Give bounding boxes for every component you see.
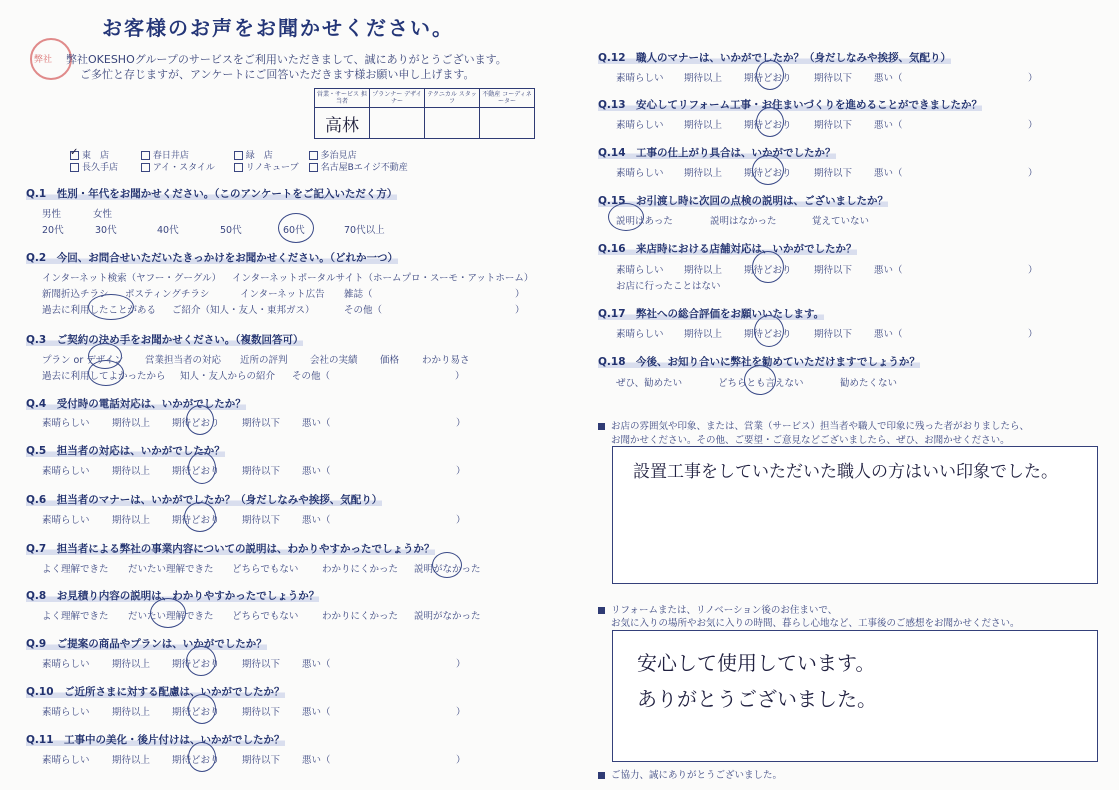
question-12: Q.12 職人のマナーは、いかがでしたか？（身だしなみや挨拶、気配り）	[598, 52, 952, 64]
q4-option-excellent[interactable]: 素晴らしい	[42, 418, 90, 429]
q13-option-excellent[interactable]: 素晴らしい	[616, 120, 664, 131]
comment2-answer-line-1: 安心して使用しています。	[637, 651, 876, 675]
q4-option-above[interactable]: 期待以上	[112, 418, 151, 429]
q14-option-excellent[interactable]: 素晴らしい	[616, 168, 664, 179]
bullet-square-icon	[598, 772, 605, 779]
question-14: Q.14 工事の仕上がり具合は、いかがでしたか？	[598, 147, 836, 159]
branch-checkbox[interactable]: ✓ 東 店	[70, 147, 110, 161]
q6-option-expected[interactable]: 期待どおり	[172, 515, 220, 526]
q11-option-bad[interactable]: 悪い（	[302, 755, 331, 766]
q7-option-neutral[interactable]: どちらでもない	[232, 564, 299, 575]
bullet-square-icon	[598, 423, 605, 430]
question-16: Q.16 来店時における店舗対応は、いかがでしたか？	[598, 243, 857, 255]
staff-header-realestate: 不動産 コーディネーター	[480, 89, 535, 108]
q10-option-expected[interactable]: 期待どおり	[172, 707, 220, 718]
q12-option-above[interactable]: 期待以上	[684, 73, 723, 84]
q16-option-above[interactable]: 期待以上	[684, 265, 723, 276]
question-8: Q.8 お見積り内容の説明は、わかりやすかったでしょうか？	[26, 590, 320, 602]
q13-option-above[interactable]: 期待以上	[684, 120, 723, 131]
q1-option-60s[interactable]: 60代	[283, 225, 305, 236]
q18-option-neutral[interactable]: どちらとも言えない	[718, 378, 804, 389]
q3-other-close: ）	[455, 371, 465, 382]
q1-option-20s[interactable]: 20代	[42, 225, 64, 236]
question-10: Q.10 ご近所さまに対する配慮は、いかがでしたか？	[26, 686, 285, 698]
question-18: Q.18 今後、お知り合いに弊社を勧めていただけますでしょうか？	[598, 356, 920, 368]
q16-bad-close: ）	[1028, 265, 1038, 276]
q1-option-male[interactable]: 男性	[42, 209, 62, 220]
q2-option-magazine[interactable]: 雑誌（	[344, 289, 373, 300]
q10-option-above[interactable]: 期待以上	[112, 707, 151, 718]
q5-option-excellent[interactable]: 素晴らしい	[42, 466, 90, 477]
staff-value-sales[interactable]: 高林	[315, 108, 370, 139]
q16-option-excellent[interactable]: 素晴らしい	[616, 265, 664, 276]
question-1: Q.1 性別・年代をお聞かせください。（このアンケートをご記入いただく方）	[26, 188, 398, 200]
answer-circle	[88, 360, 124, 386]
q3-option-price[interactable]: 価格	[380, 355, 400, 366]
answer-circle	[186, 405, 214, 435]
q17-bad-close: ）	[1028, 329, 1038, 340]
q14-option-bad[interactable]: 悪い（	[874, 168, 903, 179]
comment1-textarea[interactable]	[612, 446, 1098, 584]
q7-option-none[interactable]: 説明がなかった	[414, 564, 481, 575]
q13-option-below[interactable]: 期待以下	[814, 120, 853, 131]
q11-bad-close: ）	[456, 755, 466, 766]
checkbox-icon	[70, 163, 79, 172]
checkbox-icon	[309, 151, 318, 160]
answer-circle	[88, 294, 134, 320]
checkbox-icon	[141, 163, 150, 172]
q4-option-below[interactable]: 期待以下	[242, 418, 281, 429]
branch-checkbox[interactable]: 名古屋Bエイジ不動産	[309, 160, 408, 173]
q3-option-record[interactable]: 会社の実績	[310, 355, 358, 366]
q13-option-bad[interactable]: 悪い（	[874, 120, 903, 131]
comment2-prompt-line-1: リフォームまたは、リノベーション後のお住まいで、	[598, 602, 837, 616]
intro-line-1: 弊社OKESHOグループのサービスをご利用いただきまして、誠にありがとうございます。	[66, 53, 507, 66]
question-11: Q.11 工事中の美化・後片付けは、いかがでしたか？	[26, 734, 285, 746]
q1-option-40s[interactable]: 40代	[157, 225, 179, 236]
checkbox-icon	[309, 163, 318, 172]
q14-option-below[interactable]: 期待以下	[814, 168, 853, 179]
q2-option-posting[interactable]: ポスティングチラシ	[125, 289, 210, 300]
q6-option-below[interactable]: 期待以下	[242, 515, 281, 526]
question-6: Q.6 担当者のマナーは、いかがでしたか？（身だしなみや挨拶、気配り）	[26, 494, 383, 506]
comment2-prompt-line-2: お気に入りの場所やお気に入りの時間、暮らし心地など、工事後のご感想をお聞かせください。	[611, 618, 1020, 629]
q4-option-expected[interactable]: 期待どおり	[172, 418, 220, 429]
answer-circle	[756, 60, 784, 90]
q5-option-bad[interactable]: 悪い（	[302, 466, 331, 477]
q8-option-mostly[interactable]: だいたい理解できた	[128, 611, 214, 622]
answer-circle	[150, 598, 186, 628]
staff-value-realestate[interactable]	[480, 108, 535, 139]
checkbox-checked-icon: ✓	[70, 147, 79, 158]
answer-circle	[744, 365, 776, 395]
q11-option-below[interactable]: 期待以下	[242, 755, 281, 766]
q8-option-unclear[interactable]: わかりにくかった	[322, 611, 399, 622]
q5-option-above[interactable]: 期待以上	[112, 466, 151, 477]
answer-circle	[188, 694, 216, 724]
q16-option-below[interactable]: 期待以下	[814, 265, 853, 276]
branch-checkbox[interactable]: 緑 店	[234, 148, 306, 161]
q13-option-expected[interactable]: 期待どおり	[744, 120, 792, 131]
question-5: Q.5 担当者の対応は、いかがでしたか？	[26, 445, 225, 457]
question-4: Q.4 受付時の電話対応は、いかがでしたか？	[26, 398, 246, 410]
q9-option-expected[interactable]: 期待どおり	[172, 659, 220, 670]
q15-option-no[interactable]: 説明はなかった	[710, 216, 777, 227]
answer-circle	[184, 502, 216, 532]
q18-option-no[interactable]: 勧めたくない	[840, 378, 898, 389]
seal-text: 弊社	[34, 55, 53, 65]
q2-option-past[interactable]: 過去に利用したことがある	[42, 305, 157, 316]
answer-circle	[752, 155, 784, 185]
q1-option-50s[interactable]: 50代	[220, 225, 242, 236]
bullet-square-icon	[598, 607, 605, 614]
q5-bad-close: ）	[456, 466, 466, 477]
q8-option-well[interactable]: よく理解できた	[42, 611, 109, 622]
q10-bad-close: ）	[456, 707, 466, 718]
q17-option-excellent[interactable]: 素晴らしい	[616, 329, 664, 340]
q9-option-above[interactable]: 期待以上	[112, 659, 151, 670]
q1-option-70s[interactable]: 70代以上	[344, 225, 385, 236]
answer-circle	[608, 203, 644, 231]
q12-bad-close: ）	[1028, 73, 1038, 84]
q12-option-bad[interactable]: 悪い（	[874, 73, 903, 84]
answer-circle	[432, 552, 462, 578]
answer-circle	[754, 315, 784, 347]
q6-bad-close: ）	[456, 515, 466, 526]
q4-option-bad[interactable]: 悪い（	[302, 418, 331, 429]
answer-circle	[756, 107, 784, 137]
q6-option-excellent[interactable]: 素晴らしい	[42, 515, 90, 526]
q10-option-excellent[interactable]: 素晴らしい	[42, 707, 90, 718]
q3-option-clarity[interactable]: わかり易さ	[422, 355, 470, 366]
comment1-answer: 設置工事をしていただいた職人の方はいい印象でした。	[633, 462, 1058, 482]
q17-option-expected[interactable]: 期待どおり	[744, 329, 792, 340]
q3-option-sales[interactable]: 営業担当者の対応	[145, 355, 222, 366]
footer-thanks: ご協力、誠にありがとうございました。	[598, 767, 782, 781]
comment1-prompt-line-1: お店の雰囲気や印象、または、営業（サービス）担当者や職人で印象に残った者がおりましたら、	[598, 418, 1029, 432]
q17-option-bad[interactable]: 悪い（	[874, 329, 903, 340]
q7-option-well[interactable]: よく理解できた	[42, 564, 109, 575]
branch-checkbox[interactable]: 長久手店	[70, 160, 138, 173]
staff-header-sales: 営業・サービス 担当者	[315, 89, 370, 108]
q12-option-expected[interactable]: 期待どおり	[744, 73, 792, 84]
q8-option-neutral[interactable]: どちらでもない	[232, 611, 299, 622]
q8-option-none[interactable]: 説明がなかった	[414, 611, 481, 622]
q4-bad-close: ）	[456, 418, 466, 429]
q16-option-bad[interactable]: 悪い（	[874, 265, 903, 276]
q2-other-close: ）	[515, 305, 525, 316]
q14-bad-close: ）	[1028, 168, 1038, 179]
q15-option-forgot[interactable]: 覚えていない	[812, 216, 870, 227]
q17-option-below[interactable]: 期待以下	[814, 329, 853, 340]
q6-option-above[interactable]: 期待以上	[112, 515, 151, 526]
branch-checkbox[interactable]: 多治見店	[309, 148, 357, 161]
comment1-prompt-line-2: お聞かせください。その他、ご要望・ご意見などございましたら、ぜひ、お聞かせください。	[611, 435, 1010, 446]
q16-option-never[interactable]: お店に行ったことはない	[616, 281, 721, 292]
q2-option-ad[interactable]: インターネット広告	[240, 289, 325, 300]
question-15: Q.15 お引渡し時に次回の点検の説明は、ございましたか？	[598, 195, 889, 207]
answer-circle	[188, 452, 216, 484]
staff-table	[314, 88, 535, 139]
q5-option-below[interactable]: 期待以下	[242, 466, 281, 477]
q7-option-mostly[interactable]: だいたい理解できた	[128, 564, 214, 575]
branch-checkbox[interactable]: リノキューブ	[234, 160, 306, 173]
question-13: Q.13 安心してリフォーム工事・お住まいづくりを進めることができましたか？	[598, 99, 983, 111]
question-3: Q.3 ご契約の決め手をお聞かせください。（複数回答可）	[26, 334, 304, 346]
q5-option-expected[interactable]: 期待どおり	[172, 466, 220, 477]
q2-option-search[interactable]: インターネット検索（ヤフー・グーグル）	[42, 273, 222, 284]
staff-value-technical[interactable]	[425, 108, 480, 139]
survey-title: お客様のお声をお聞かせください。	[102, 16, 454, 40]
q1-option-30s[interactable]: 30代	[95, 225, 117, 236]
q9-option-excellent[interactable]: 素晴らしい	[42, 659, 90, 670]
checkbox-icon	[234, 163, 243, 172]
q10-option-below[interactable]: 期待以下	[242, 707, 281, 718]
staff-header-technical: テクニカル スタッフ	[425, 89, 480, 108]
q12-option-excellent[interactable]: 素晴らしい	[616, 73, 664, 84]
q2-option-other[interactable]: その他（	[344, 305, 383, 316]
q11-option-excellent[interactable]: 素晴らしい	[42, 755, 90, 766]
staff-value-planner[interactable]	[370, 108, 425, 139]
branch-row-2	[70, 160, 408, 173]
staff-header-planner: プランナー デザイナー	[370, 89, 425, 108]
q3-option-reputation[interactable]: 近所の評判	[240, 355, 288, 366]
question-9: Q.9 ご提案の商品やプランは、いかがでしたか？	[26, 638, 267, 650]
q10-option-bad[interactable]: 悪い（	[302, 707, 331, 718]
answer-circle	[188, 742, 216, 772]
q17-option-above[interactable]: 期待以上	[684, 329, 723, 340]
q1-option-female[interactable]: 女性	[93, 209, 113, 220]
q13-bad-close: ）	[1028, 120, 1038, 131]
answer-circle	[752, 251, 784, 283]
q3-option-plan[interactable]: プラン or デザイン	[42, 355, 124, 366]
q11-option-expected[interactable]: 期待どおり	[172, 755, 220, 766]
q14-option-above[interactable]: 期待以上	[684, 168, 723, 179]
question-17: Q.17 弊社への総合評価をお願いいたします。	[598, 308, 825, 320]
q7-option-unclear[interactable]: わかりにくかった	[322, 564, 399, 575]
q15-option-yes[interactable]: 説明はあった	[616, 216, 673, 227]
q11-option-above[interactable]: 期待以上	[112, 755, 151, 766]
q3-option-past[interactable]: 過去に利用してよかったから	[42, 371, 166, 382]
answer-circle	[186, 646, 216, 676]
q6-option-bad[interactable]: 悪い（	[302, 515, 331, 526]
q2-magazine-close: ）	[515, 289, 525, 300]
q3-option-other[interactable]: その他（	[292, 371, 331, 382]
q2-option-referral[interactable]: ご紹介（知人・友人・東邦ガス）	[172, 305, 315, 316]
q14-option-expected[interactable]: 期待どおり	[744, 168, 792, 179]
branch-checkbox[interactable]: アイ・スタイル	[141, 160, 231, 173]
q12-option-below[interactable]: 期待以下	[814, 73, 853, 84]
q16-option-expected[interactable]: 期待どおり	[744, 265, 792, 276]
q18-option-yes[interactable]: ぜひ、勧めたい	[616, 378, 683, 389]
branch-checkbox[interactable]: 春日井店	[141, 148, 231, 161]
q3-option-friend[interactable]: 知人・友人からの紹介	[180, 371, 276, 382]
question-7: Q.7 担当者による弊社の事業内容についての説明は、わかりやすかったでしょうか？	[26, 543, 435, 555]
answer-circle	[278, 213, 314, 243]
comment2-textarea[interactable]	[612, 630, 1098, 762]
intro-line-2: ご多忙と存じますが、アンケートにご回答いただきます様お願い申し上げます。	[80, 68, 475, 81]
checkbox-icon	[234, 151, 243, 160]
comment2-answer-line-2: ありがとうございました。	[637, 687, 877, 711]
q9-option-below[interactable]: 期待以下	[242, 659, 281, 670]
q2-option-flyer[interactable]: 新聞折込チラシ	[42, 289, 109, 300]
q9-bad-close: ）	[456, 659, 466, 670]
checkbox-icon	[141, 151, 150, 160]
q2-option-portal[interactable]: インターネットポータルサイト（ホームプロ・スーモ・アットホーム）	[232, 273, 534, 284]
q9-option-bad[interactable]: 悪い（	[302, 659, 331, 670]
question-2: Q.2 今回、お問合せいただいたきっかけをお聞かせください。（どれか一つ）	[26, 252, 398, 264]
